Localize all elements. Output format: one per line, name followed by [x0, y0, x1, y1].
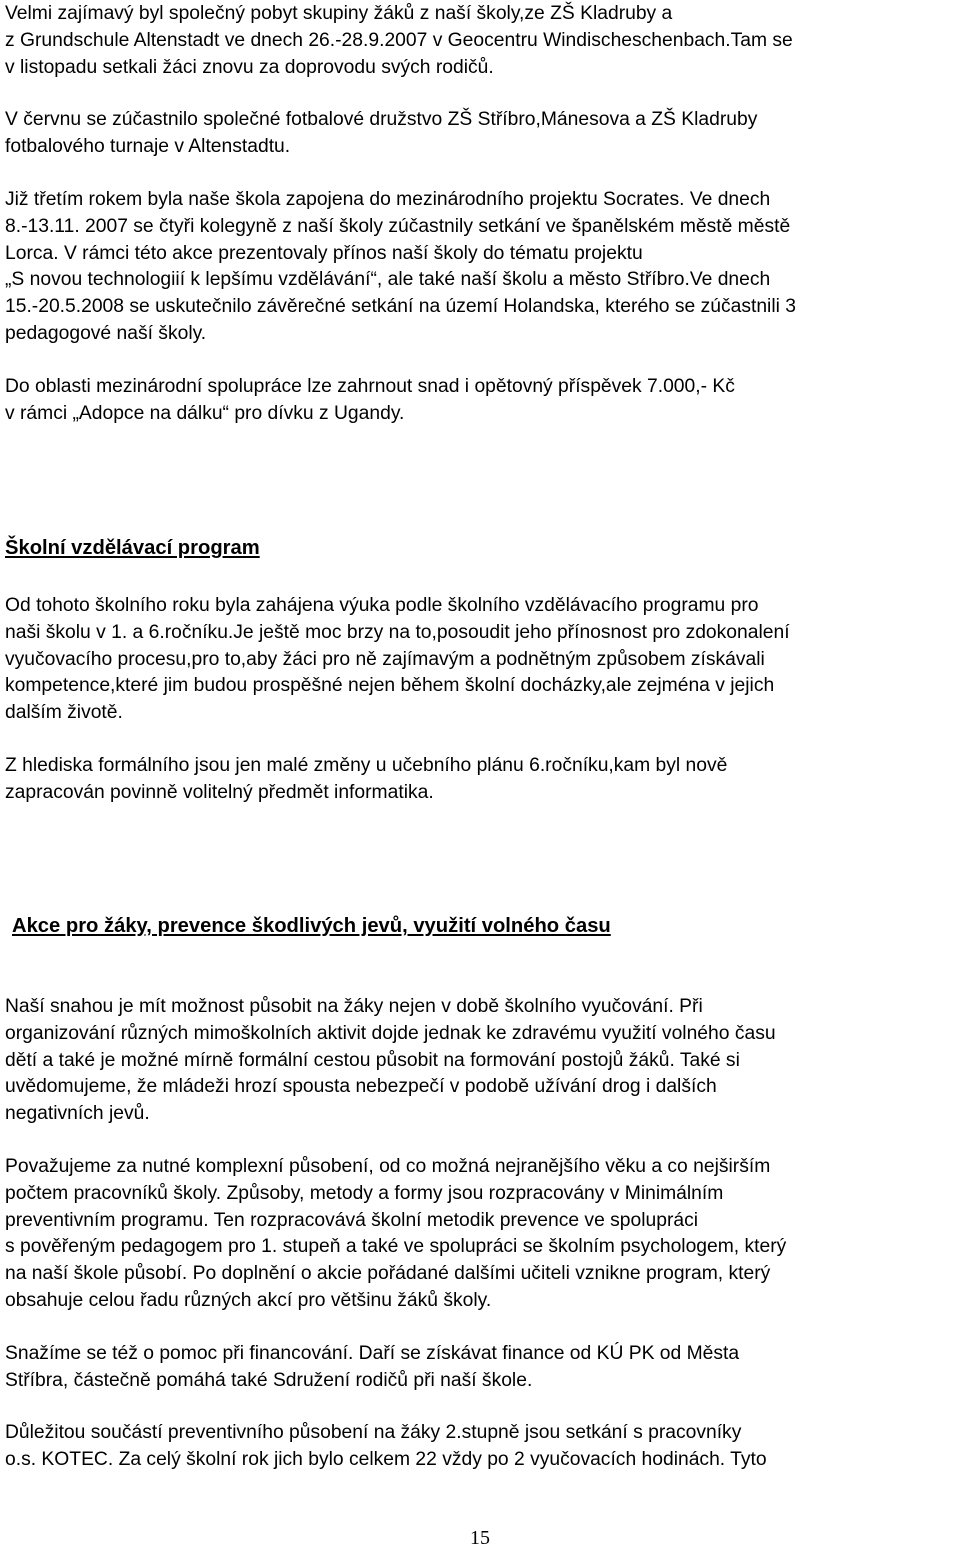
section-heading-actions: Akce pro žáky, prevence škodlivých jevů, využití volného času	[12, 915, 611, 937]
paragraph-text: Naší snahou je mít možnost působit na žáky nejen v době školního vyučování. Při organizování různých mimoškolních aktivit dojde jednak ke zdravému využití volného času dětí a také je možné mírně formální cestou působit na formování postojů žáků. Také si uvědomujeme, že mládeži hrozí spousta nebezpečí v podobě užívání drog i dalších negativních jevů.	[5, 996, 776, 1125]
paragraph-text: Považujeme za nutné komplexní působení, od co možná nejranějšího věku a co nejširším počtem pracovníků školy. Způsoby, metody a formy jsou rozpracovány v Minimálním preventivním programu. Ten rozpracovává školní metodik prevence ve spolupráci s pověřeným pedagogem pro 1. stupeň a také ve spolupráci se školním psychologem, který na naší škole působí. Po doplnění o akcie pořádané dalšími učiteli vznikne program, který obsahuje celou řadu různých akcí pro většinu žáků školy.	[5, 1156, 787, 1311]
paragraph-text: V červnu se zúčastnilo společné fotbalové družstvo ZŠ Stříbro,Mánesova a ZŠ Kladruby fotbalového turnaje v Altenstadtu.	[5, 109, 758, 157]
paragraph-text: Do oblasti mezinárodní spolupráce lze zahrnout snad i opětovný příspěvek 7.000,- Kč v rámci „Adopce na dálku“ pro dívku z Ugandy.	[5, 376, 735, 424]
section-heading-program: Školní vzdělávací program	[5, 537, 260, 559]
paragraph-text: Důležitou součástí preventivního působení na žáky 2.stupně jsou setkání s pracovníky o.s. KOTEC. Za celý školní rok jich bylo celkem 22 vždy po 2 vyučovacích hodinách. Tyto	[5, 1422, 767, 1470]
paragraph-socrates-project	[5, 187, 957, 348]
paragraph-football-tournament	[5, 107, 957, 161]
paragraph-text: Snažíme se též o pomoc při financování. Daří se získávat finance od KÚ PK od Města Stříbra, částečně pomáhá také Sdružení rodičů při naší škole.	[5, 1343, 740, 1391]
paragraph-prevention-program	[5, 1154, 957, 1315]
paragraph-exchange-stay	[5, 1, 957, 81]
paragraph-program-changes	[5, 753, 957, 807]
paragraph-text: Z hlediska formálního jsou jen malé změny u učebního plánu 6.ročníku,kam byl nově zapracován povinně volitelný předmět informatika.	[5, 755, 728, 803]
paragraph-actions-intro	[5, 994, 957, 1128]
paragraph-financing	[5, 1341, 957, 1395]
paragraph-text: Velmi zajímavý byl společný pobyt skupiny žáků z naší školy,ze ZŠ Kladruby a z Grundschule Altenstadt ve dnech 26.-28.9.2007 v Geocentru Windischeschenbach.Tam se v listopadu setkali žáci znovu za doprovodu svých rodičů.	[5, 3, 793, 78]
paragraph-adoption	[5, 374, 957, 428]
paragraph-text: Od tohoto školního roku byla zahájena výuka podle školního vzdělávacího programu pro naši školu v 1. a 6.ročníku.Je ještě moc brzy na to,posoudit jeho přínosnost pro zdokonalení vyučovacího procesu,pro to,aby žáci pro ně zajímavým a podnětným způsobem získávali kompetence,které jim budou prospěšné nejen během školní docházky,ale zejména v jejich dalším životě.	[5, 595, 790, 724]
paragraph-text: Již třetím rokem byla naše škola zapojena do mezinárodního projektu Socrates. Ve dnech 8.-13.11. 2007 se čtyři kolegyně z naší školy zúčastnily setkání ve španělském městě městě Lorca. V rámci této akce prezentovaly přínos naší školy do tématu projektu „S novou technologiií k lepšímu vzdělávání“, ale také naší školu a město Stříbro.Ve dnech 15.-20.5.2008 se uskutečnilo závěrečné setkání na území Holandska, kterého se zúčastnili 3 pedagogové naší školy.	[5, 189, 796, 344]
page-number: 15	[470, 1527, 490, 1549]
paragraph-kotec	[5, 1420, 957, 1474]
paragraph-program-start	[5, 593, 957, 727]
